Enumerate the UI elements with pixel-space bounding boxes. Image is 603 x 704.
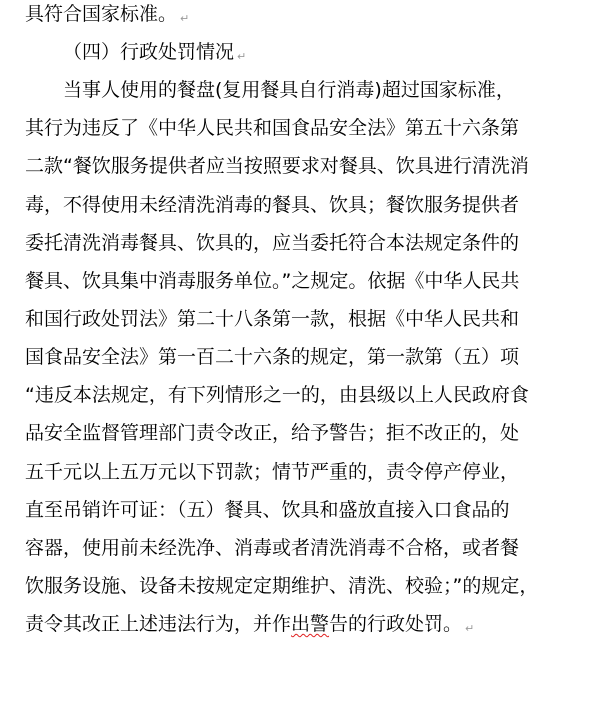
line-text: 责令其改正上述违法行为，并作 (25, 613, 292, 635)
text-line-4: 其行为违反了《中华人民共和国食品安全法》第五十六条第 (25, 117, 520, 139)
line-text: 具符合国家标准。 (25, 3, 178, 25)
text-line-7: 委托清洗消毒餐具、饮具的，应当委托符合本法规定条件的 (25, 232, 520, 254)
text-line-6: 毒，不得使用未经清洗消毒的餐具、饮具；餐饮服务提供者 (25, 194, 520, 216)
text-line-12: 品安全监督管理部门责令改正，给予警告；拒不改正的，处 (25, 422, 520, 444)
text-line-16: 饮服务设施、设备未按规定定期维护、清洗、校验；”的规定， (25, 575, 539, 597)
spellcheck-underline: 出警 (291, 613, 330, 635)
text-line-8: 餐具、饮具集中消毒服务单位。”之规定。依据《中华人民共 (25, 270, 520, 292)
paragraph-mark-icon: ↵ (465, 622, 475, 635)
text-line-5: 二款“餐饮服务提供者应当按照要求对餐具、饮具进行清洗消 (25, 155, 529, 177)
text-line-1 (25, 2, 189, 26)
text-line-11: “违反本法规定，有下列情形之一的，由县级以上人民政府食 (25, 384, 529, 406)
line-text: 告的行政处罚。 (329, 613, 463, 635)
text-line-9: 和国行政处罚法》第二十八条第一款，根据《中华人民共和 (25, 308, 520, 330)
line-text: （四）行政处罚情况 (63, 41, 235, 63)
text-line-10: 国食品安全法》第一百二十六条的规定，第一款第（五）项 (25, 346, 520, 368)
text-line-14: 直至吊销许可证：（五）餐具、饮具和盛放直接入口食品的 (25, 499, 510, 521)
text-line-17 (25, 612, 474, 636)
paragraph-mark-icon: ↵ (237, 50, 247, 63)
text-line-15: 容器，使用前未经洗净、消毒或者清洗消毒不合格，或者餐 (25, 537, 520, 559)
paragraph-mark-icon: ↵ (180, 12, 190, 25)
section-heading (63, 40, 246, 64)
text-line-13: 五千元以上五万元以下罚款；情节严重的，责令停产停业， (25, 461, 520, 483)
text-line-3: 当事人使用的餐盘(复用餐具自行消毒)超过国家标准， (63, 79, 515, 101)
